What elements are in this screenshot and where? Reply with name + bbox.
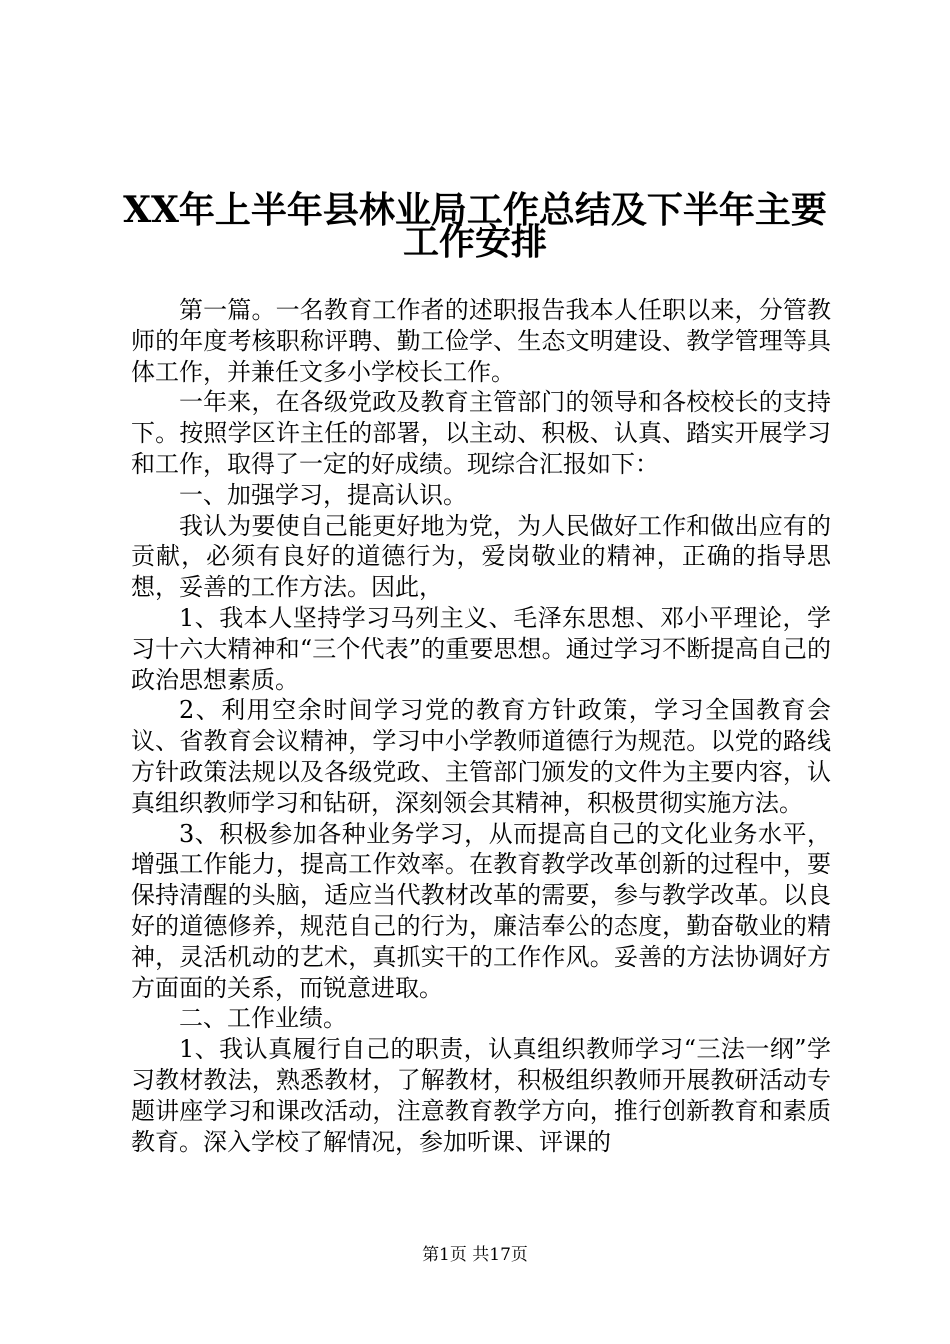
page-number-footer: 第1页 共17页: [422, 1245, 528, 1265]
paragraph: 2、利用空余时间学习党的教育方针政策，学习全国教育会议、省教育会议精神，学习中小学教师道德行为规范。以党的路线方针政策法规以及各级党政、主管部门颁发的文件为主要内容，认真组织教师学习和钻研，深刻领会其精神，积极贯彻实施方法。: [131, 696, 831, 817]
paragraph: 第一篇。一名教育工作者的述职报告我本人任职以来，分管教师的年度考核职称评聘、勤工俭学、生态文明建设、教学管理等具体工作，并兼任文多小学校长工作。: [131, 296, 831, 386]
document-title-line-2: 工作安排: [402, 221, 547, 263]
section-heading: 一、加强学习，提高认识。: [179, 480, 467, 509]
paragraph: 我认为要使自己能更好地为党，为人民做好工作和做出应有的贡献，必须有良好的道德行为，爱岗敬业的精神，正确的指导思想，妥善的工作方法。因此，: [131, 511, 831, 602]
paragraph: 1、我本人坚持学习马列主义、毛泽东思想、邓小平理论，学习十六大精神和“三个代表”的重要思想。通过学习不断提高自己的政治思想素质。: [131, 603, 831, 694]
paragraph: 一年来，在各级党政及教育主管部门的领导和各校校长的支持下。按照学区许主任的部署，以主动、积极、认真、踏实开展学习和工作，取得了一定的好成绩。现综合汇报如下：: [131, 388, 831, 478]
document-title-line-1: XX年上半年县林业局工作总结及下半年主要: [123, 189, 827, 231]
paragraph: 3、积极参加各种业务学习，从而提高自己的文化业务水平，增强工作能力，提高工作效率。在教育教学改革创新的过程中，要保持清醒的头脑，适应当代教材改革的需要，参与教学改革。以良好的道德修养，规范自己的行为，廉洁奉公的态度，勤奋敬业的精神，灵活机动的艺术，真抓实干的工作作风。妥善的方法协调好方方面面的关系，而锐意进取。: [131, 819, 831, 1002]
paragraph: 1、我认真履行自己的职责，认真组织教师学习“三法一纲”学习教材教法，熟悉教材，了解教材，积极组织教师开展教研活动专题讲座学习和课改活动，注意教育教学方向，推行创新教育和素质教育。深入学校了解情况，参加听课、评课的: [131, 1035, 831, 1156]
section-heading: 二、工作业绩。: [179, 1004, 347, 1033]
document-body: [131, 295, 831, 1157]
